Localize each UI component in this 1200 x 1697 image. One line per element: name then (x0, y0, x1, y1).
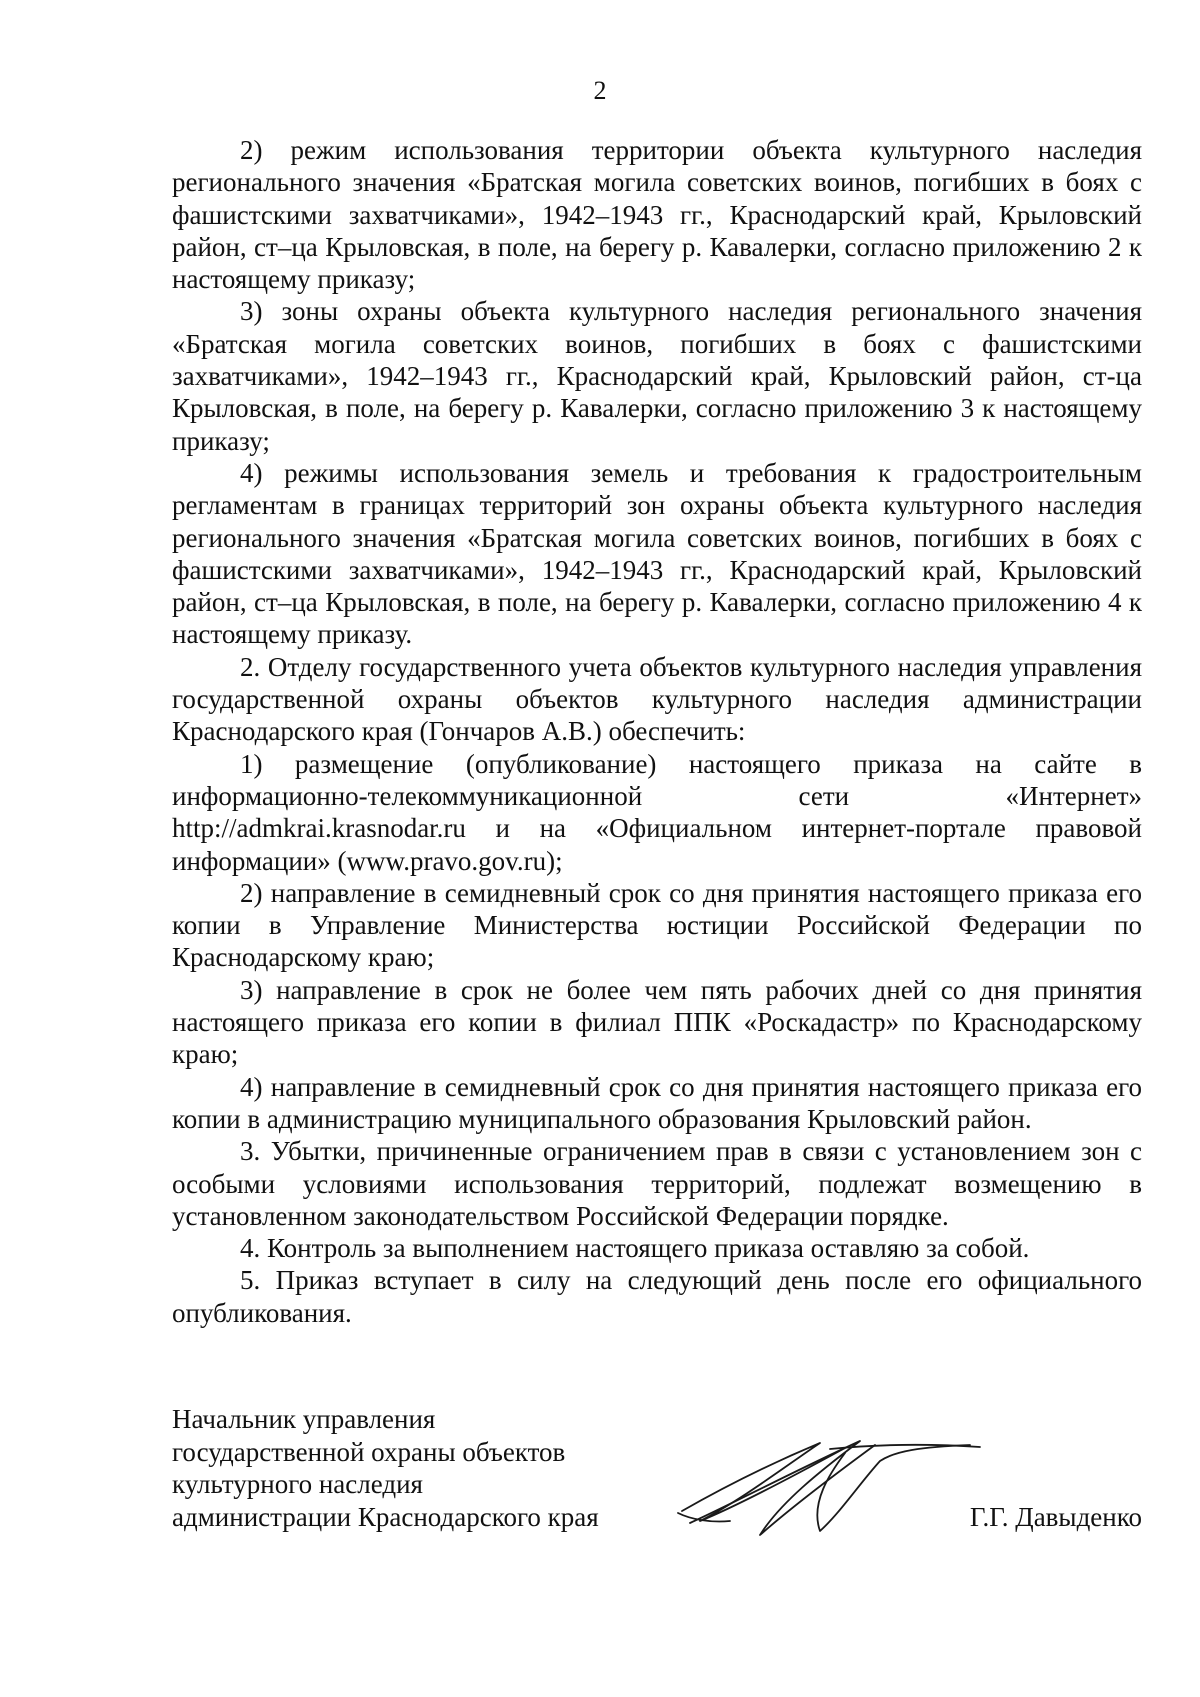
document-body (172, 134, 1142, 1329)
signatory-name: Г.Г. Давыденко (969, 1502, 1142, 1532)
signature-block (172, 1403, 1142, 1563)
paragraph: 2. Отделу государственного учета объектов культурного наследия управления государственной охраны объектов культурного наследия администрации Краснодарского края (Гончаров А.В.) обеспечить: (172, 651, 1142, 747)
paragraph: 2) режим использования территории объекта культурного наследия регионального значения «Братская могила советских воинов, погибших в боях с фашистскими захватчиками», 1942–1943 гг., Краснодарский край, Крыловский район, ст–ца Крыловская, в поле, на берегу р. Кавалерки, согласно приложению 2 к настоящему приказу; (172, 135, 1142, 295)
paragraph: 1) размещение (опубликование) настоящего приказа на сайте в информационно-телекоммуникационной сети «Интернет» http://admkrai.krasnodar.ru и на «Официальном интернет-портале правовой информации» (www.pravo.gov.ru); (172, 748, 1142, 876)
paragraph: 3) зоны охраны объекта культурного наследия регионального значения «Братская могила советских воинов, погибших в боях с фашистскими захватчиками», 1942–1943 гг., Краснодарский край, Крыловский район, ст-ца Крыловская, в поле, на берегу р. Кавалерки, согласно приложению 3 к настоящему приказу; (172, 296, 1142, 456)
signatory-title-line: Начальник управления (172, 1404, 436, 1434)
signatory-title-line: администрации Краснодарского края (172, 1501, 599, 1532)
paragraph: 3) направление в срок не более чем пять рабочих дней со дня принятия настоящего приказа его копии в филиал ППК «Роскадастр» по Краснодарскому краю; (172, 974, 1142, 1070)
paragraph: 3. Убытки, причиненные ограничением прав в связи с установлением зон с особыми условиями использования территорий, подлежат возмещению в установленном законодательством Российской Федерации порядке. (172, 1136, 1142, 1231)
paragraph: 4) направление в семидневный срок со дня принятия настоящего приказа его копии в администрацию муниципального образования Крыловский район. (172, 1071, 1142, 1134)
signatory-title-line: культурного наследия (172, 1469, 423, 1499)
signatory-title (172, 1403, 599, 1533)
paragraph: 4. Контроль за выполнением настоящего приказа оставляю за собой. (240, 1233, 1030, 1264)
handwritten-signature (670, 1423, 990, 1543)
paragraph: 2) направление в семидневный срок со дня принятия настоящего приказа его копии в Управление Министерства юстиции Российской Федерации по Краснодарскому краю; (172, 877, 1142, 973)
signatory-title-line: государственной охраны объектов (172, 1436, 566, 1467)
paragraph: 4) режимы использования земель и требования к градостроительным регламентам в границах территорий зон охраны объекта культурного наследия регионального значения «Братская могила советских воинов, погибших в боях с фашистскими захватчиками», 1942–1943 гг., Краснодарский край, Крыловский район, ст–ца Крыловская, в поле, на берегу р. Кавалерки, согласно приложению 4 к настоящему приказу. (172, 457, 1142, 650)
page-number: 2 (593, 76, 607, 105)
paragraph: 5. Приказ вступает в силу на следующий день после его официального опубликования. (172, 1265, 1142, 1328)
